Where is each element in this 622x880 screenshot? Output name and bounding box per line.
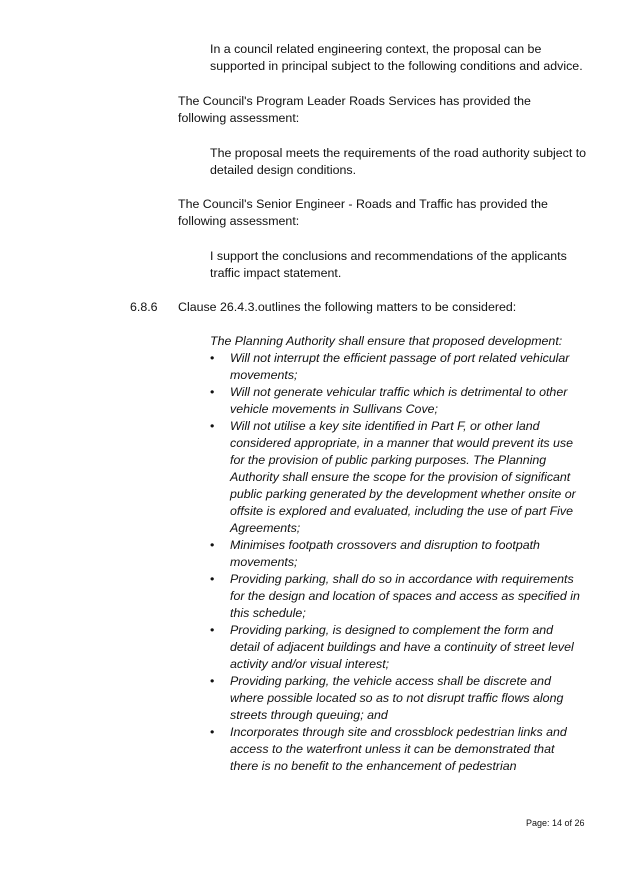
clause-bullet-list (210, 350, 580, 775)
list-item (210, 384, 580, 418)
bullet-icon: • (210, 351, 215, 365)
list-item-text: Providing parking, shall do so in accordance with requirements for the design and location of spaces and access as specified in this schedule; (230, 572, 580, 620)
list-item-text: Providing parking, the vehicle access shall be discrete and where possible located so as to not disrupt traffic flows along streets through queuing; and (230, 674, 564, 722)
bullet-icon: • (210, 572, 215, 586)
list-item (210, 571, 580, 622)
bullet-icon: • (210, 419, 215, 433)
bullet-icon: • (210, 725, 215, 739)
program-leader-paragraph: The Council's Program Leader Roads Services has provided the following assessment: (178, 94, 531, 125)
list-item (210, 537, 580, 571)
list-item-text: Will not interrupt the efficient passage of port related vehicular movements; (230, 351, 570, 382)
list-item (210, 724, 580, 775)
list-item (210, 418, 580, 537)
list-item (210, 350, 580, 384)
page-number: Page: 14 of 26 (526, 818, 585, 828)
list-item-text: Providing parking, is designed to complement the form and detail of adjacent buildings and have a continuity of street level activity and/or visual interest; (230, 623, 574, 671)
bullet-icon: • (210, 538, 215, 552)
list-item-text: Incorporates through site and crossblock pedestrian links and access to the waterfront unless it can be demonstrated that there is no benefit to the enhancement of pedestrian (230, 725, 567, 773)
list-item (210, 673, 580, 724)
bullet-icon: • (210, 385, 215, 399)
traffic-impact-assessment-paragraph: I support the conclusions and recommendations of the applicants traffic impact statement. (210, 249, 567, 280)
bullet-icon: • (210, 623, 215, 637)
clause-number: 6.8.6 (130, 300, 158, 314)
road-authority-assessment-paragraph: The proposal meets the requirements of the road authority subject to detailed design conditions. (210, 146, 587, 177)
council-engineering-paragraph: In a council related engineering context, the proposal can be supported in principal subject to the following conditions and advice. (210, 42, 583, 73)
list-item (210, 622, 580, 673)
list-item-text: Minimises footpath crossovers and disruption to footpath movements; (230, 538, 540, 569)
clause-heading: Clause 26.4.3.outlines the following matters to be considered: (178, 300, 517, 314)
senior-engineer-paragraph: The Council's Senior Engineer - Roads and Traffic has provided the following assessment: (178, 197, 548, 228)
list-item-text: Will not utilise a key site identified in Part F, or other land considered appropriate, in a manner that would prevent its use for the provision of public parking purposes. The Planning Authority shall ensure the scope for the provision of significant public parking generated by the development whether onsite or offsite is explored and evaluated, including the use of part Five Agreements; (230, 419, 576, 535)
bullet-icon: • (210, 674, 215, 688)
clause-intro: The Planning Authority shall ensure that proposed development: (210, 334, 563, 348)
list-item-text: Will not generate vehicular traffic which is detrimental to other vehicle movements in Sullivans Cove; (230, 385, 568, 416)
